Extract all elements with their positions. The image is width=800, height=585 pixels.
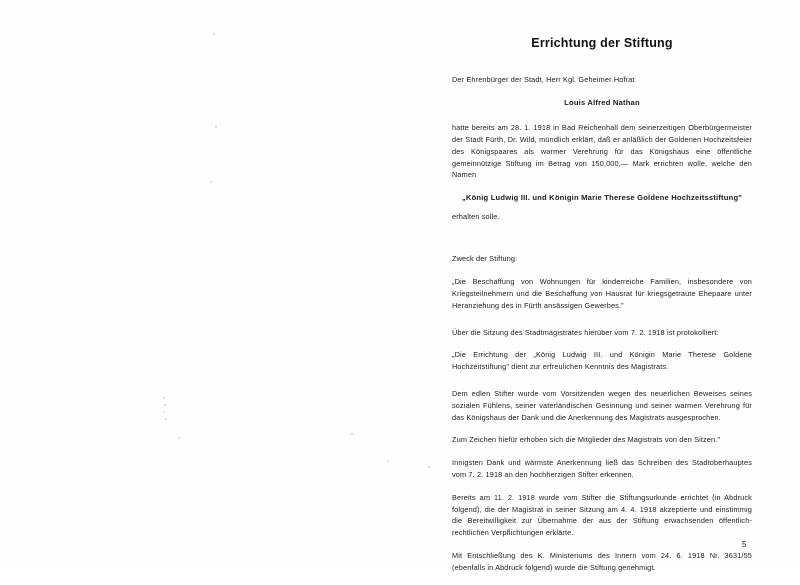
foundation-name: „König Ludwig III. und Königin Marie Therese Goldene Hochzeitsstiftung"	[461, 193, 743, 203]
page-number: 5	[742, 540, 747, 549]
paragraph-3: Über die Sitzung des Stadtmagistrates hierüber vom 7. 2. 1918 ist protokolliert:	[452, 327, 719, 337]
scan-speckle	[165, 418, 167, 420]
honoree-name: Louis Alfred Nathan	[564, 97, 640, 107]
paragraph-8: Mit Entschließung des K. Ministeriums des Innern vom 24. 6. 1918 Nr. 3631/55 (ebenfalls in Abdruck folgend) wurde die Stiftung genehmigt.	[452, 551, 752, 572]
scan-speckle	[210, 181, 212, 183]
scan-speckle	[387, 460, 389, 462]
scan-speckle	[215, 125, 217, 128]
scan-speckle	[213, 33, 215, 35]
paragraph-6: Innigsten Dank und wärmste Anerkennung ließ das Schreiben des Stadtoberhauptes vom 7. 2. 1918 an den hochherzigen Stifter erkennen.	[452, 458, 752, 480]
scan-speckle	[163, 397, 165, 399]
document-body	[452, 36, 752, 585]
intro-line: Der Ehrenbürger der Stadt, Herr Kgl. Geheimer Hofrat	[452, 75, 635, 84]
scan-speckle	[178, 437, 180, 439]
paragraph-7: Bereits am 11. 2. 1918 wurde vom Stifter die Stiftungsurkunde errichtet (in Abdruck folgend), die der Magistrat in seiner Sitzung am 4. 4. 1918 akzeptierte und einstimmig die Bereitwilligkeit zur Übernahme der aus der Stiftung erwachsenden öffentlich-rechtlichen Verpflichtungen erklärte.	[452, 492, 752, 538]
scan-speckle	[428, 466, 430, 468]
paragraph-1: hatte bereits am 28. 1. 1918 in Bad Reichenhall dem seinerzeitigen Oberbürgermeister der Stadt Fürth, Dr. Wild, mündlich erklärt, daß er anläßlich der Goldenen Hochzeitsfeier des Königspaares als warmer Verehrung für das Königshaus eine öffentliche gemeinnützige Stiftung im Betrag von 150,000,— Mark errichten wolle, welche den Namen	[452, 123, 752, 180]
purpose-quote: „Die Beschaffung von Wohnungen für kinderreiche Familien, insbesondere von Kriegsteilnehmern und die Beschaffung von Hausrat für kriegsgetraute Ehepaare unter Heranziehung des in Fürth ansässigen Gewerbes."	[452, 277, 752, 310]
scan-speckle	[351, 433, 353, 435]
paragraph-4: Dem edlen Stifter wurde vom Vorsitzenden wegen des neuerlichen Beweises seines sozialen Fühlens, seiner vaterländischen Gesinnung und seiner warmen Verehrung für das Königshaus der Dank und die Anerkennung des Magistrats ausgesprochen.	[452, 388, 752, 422]
paragraph-2: erhalten solle.	[452, 212, 500, 222]
scan-speckle	[164, 404, 166, 406]
protocol-quote: „Die Errichtung der „König Ludwig III. und Königin Marie Therese Goldene Hochzeitstiftung" dient zur erfreulichen Kenntnis des Magistrats.	[452, 350, 752, 372]
scan-speckle	[163, 411, 165, 413]
page-title: Errichtung der Stiftung	[531, 36, 673, 50]
paragraph-5: Zum Zeichen hiefür erhoben sich die Mitglieder des Magistrats von den Sitzen."	[452, 435, 721, 445]
purpose-heading: Zweck der Stiftung:	[452, 254, 518, 264]
